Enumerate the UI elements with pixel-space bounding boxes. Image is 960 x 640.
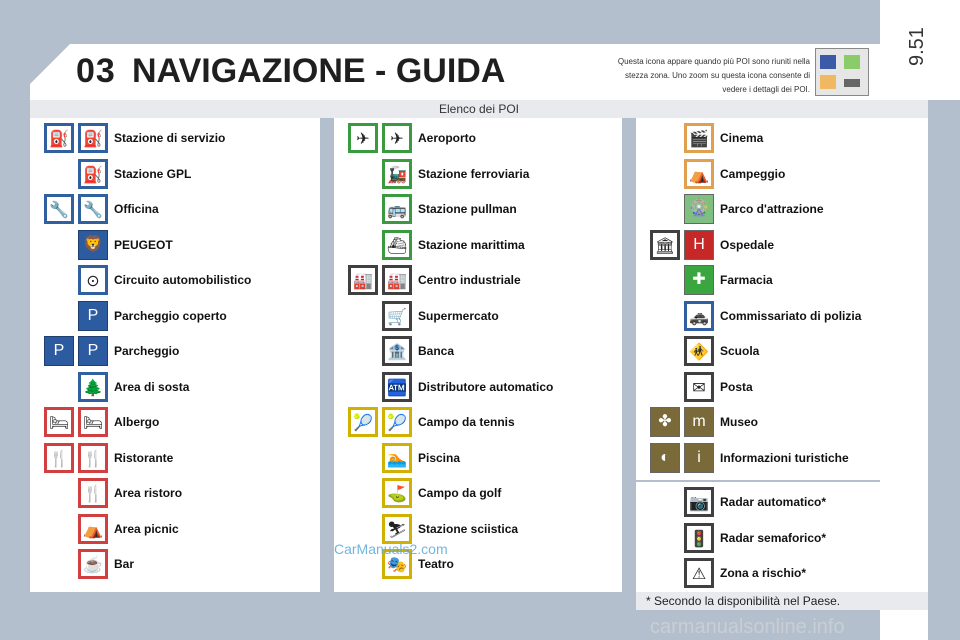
poi-row: [334, 263, 622, 298]
poi-row: [636, 334, 928, 369]
poi-label: Bar: [114, 557, 135, 571]
poi-label: Parco d'attrazione: [720, 202, 824, 216]
fuel-pump-icon: ⛽: [44, 123, 74, 153]
covered-parking-icon: P: [78, 301, 108, 331]
poi-label: Posta: [720, 379, 753, 394]
poi-label: Campo da golf: [418, 486, 502, 500]
theatre-icon: 🎭: [382, 549, 412, 579]
poi-row: [30, 512, 320, 547]
poi-label: Albergo: [114, 415, 160, 429]
poi-row: [636, 485, 928, 520]
hospital-icon: H: [684, 230, 714, 260]
poi-row: [334, 370, 622, 405]
poi-label: Stazione di servizio: [114, 131, 226, 145]
poi-label: Area di sosta: [114, 379, 190, 394]
poi-label: Scuola: [720, 344, 760, 358]
poi-column-1: [30, 118, 320, 592]
restaurant-icon: 🍴: [78, 443, 108, 473]
poi-row: [334, 157, 622, 192]
poi-row: [334, 441, 622, 476]
envelope-icon: ✉: [684, 372, 714, 402]
poi-label: Commissariato di polizia: [720, 308, 862, 323]
bus-icon: 🚌: [382, 194, 412, 224]
public-building-icon: 🏛: [650, 230, 680, 260]
poi-label: Stazione pullman: [418, 202, 517, 216]
poi-label: Stazione GPL: [114, 166, 192, 181]
poi-label: Officina: [114, 202, 159, 216]
poi-column-2: [334, 118, 622, 592]
poi-row: [636, 441, 928, 476]
museum-icon: m: [684, 407, 714, 437]
poi-row: [636, 521, 928, 556]
poi-label: Ristorante: [114, 450, 174, 465]
pharmacy-cross-icon: ✚: [684, 265, 714, 295]
tennis-icon: 🎾: [382, 407, 412, 437]
poi-label: Banca: [418, 344, 455, 358]
coffee-cup-icon: ☕: [78, 549, 108, 579]
lpg-pump-icon: ⛽: [78, 159, 108, 189]
airplane-icon: ✈: [382, 123, 412, 153]
parking-icon: P: [44, 336, 74, 366]
poi-label: Stazione ferroviaria: [418, 166, 530, 181]
police-icon: 🚓: [684, 301, 714, 331]
poi-label: Campeggio: [720, 166, 786, 181]
wrench-icon: 🔧: [78, 194, 108, 224]
poi-label: Farmacia: [720, 273, 773, 287]
peugeot-lion-icon: 🦁: [78, 230, 108, 260]
poi-row: [30, 192, 320, 227]
poi-row: [30, 476, 320, 511]
page-number: 9.51: [906, 27, 928, 66]
poi-label: Area picnic: [114, 521, 179, 536]
chapter-title: NAVIGAZIONE - GUIDA: [132, 52, 506, 90]
poi-row: [30, 370, 320, 405]
poi-row: [30, 334, 320, 369]
factory-icon: 🏭: [382, 265, 412, 295]
poi-row: [334, 192, 622, 227]
poi-label: Circuito automobilistico: [114, 273, 252, 287]
poi-row: [334, 476, 622, 511]
poi-label: Ospedale: [720, 237, 775, 252]
poi-row: [334, 228, 622, 263]
poi-label: Cinema: [720, 131, 764, 145]
poi-label: Museo: [720, 415, 759, 429]
school-icon: 🚸: [684, 336, 714, 366]
poi-label: Informazioni turistiche: [720, 450, 849, 465]
poi-row: [30, 405, 320, 440]
ferry-icon: ⛴: [382, 230, 412, 260]
chapter-number: 03: [76, 52, 116, 90]
poi-row: [636, 228, 928, 263]
right-margin-grey: [928, 100, 960, 640]
watermark-carmanuals2: CarManuals2.com: [334, 541, 448, 557]
poi-column-3: [636, 118, 928, 480]
fuel-pump-icon: ⛽: [78, 123, 108, 153]
section-title: Elenco dei POI: [438, 102, 520, 116]
skiing-icon: ⛷: [382, 514, 412, 544]
poi-label: Radar semaforico*: [720, 530, 827, 545]
poi-label: Stazione sciistica: [418, 521, 519, 536]
refreshment-area-icon: 🍴: [78, 478, 108, 508]
tourism-group-icon: ✤: [650, 407, 680, 437]
camping-icon: ⛺: [684, 159, 714, 189]
poi-row: [334, 121, 622, 156]
poi-label: Teatro: [418, 557, 454, 571]
poi-row: [334, 334, 622, 369]
poi-row: [636, 263, 928, 298]
poi-cluster-icon: [815, 48, 869, 96]
poi-row: [30, 228, 320, 263]
poi-row: [636, 556, 928, 591]
poi-label: Piscina: [418, 450, 461, 465]
poi-label: Zona a rischio*: [720, 566, 807, 580]
footnote: * Secondo la disponibilità nel Paese.: [646, 594, 841, 608]
restaurant-icon: 🍴: [44, 443, 74, 473]
business-group-icon: 🏭: [348, 265, 378, 295]
info-icon: i: [684, 443, 714, 473]
poi-label: Area ristoro: [114, 486, 183, 500]
poi-row: [636, 121, 928, 156]
cinema-film-icon: 🎬: [684, 123, 714, 153]
poi-column-3-alerts: [636, 482, 928, 592]
poi-row: [636, 405, 928, 440]
poi-label: Centro industriale: [418, 273, 521, 287]
tourist-info-group-icon: ◐: [650, 443, 680, 473]
speed-camera-icon: 📷: [684, 487, 714, 517]
poi-row: [334, 299, 622, 334]
sports-group-icon: 🎾: [348, 407, 378, 437]
intro-text: Questa icona appare quando più POI sono riuniti nella stezza zona. Uno zoom su questa icona consente di vedere i dettagli dei POI.: [617, 57, 810, 94]
rest-area-icon: 🌲: [78, 372, 108, 402]
poi-row: [30, 263, 320, 298]
poi-label: Parcheggio coperto: [114, 308, 227, 323]
poi-row: [30, 157, 320, 192]
train-icon: 🚂: [382, 159, 412, 189]
poi-label: Stazione marittima: [418, 237, 525, 252]
swimming-icon: 🏊: [382, 443, 412, 473]
poi-row: [636, 299, 928, 334]
poi-row: [636, 157, 928, 192]
poi-row: [30, 547, 320, 582]
poi-row: [334, 405, 622, 440]
watermark-carmanualsonline: carmanualsonline.info: [650, 616, 845, 638]
poi-label: Supermercato: [418, 308, 499, 323]
poi-label: Radar automatico*: [720, 495, 827, 509]
warning-triangle-icon: ⚠: [684, 558, 714, 588]
bank-icon: 🏦: [382, 336, 412, 366]
poi-label: Parcheggio: [114, 344, 180, 358]
poi-label: PEUGEOT: [114, 237, 173, 252]
hotel-bed-icon: 🛏: [78, 407, 108, 437]
poi-label: Distributore automatico: [418, 379, 554, 394]
transport-group-icon: ✈: [348, 123, 378, 153]
race-track-icon: ⊙: [78, 265, 108, 295]
poi-label: Campo da tennis: [418, 415, 515, 429]
poi-row: [30, 299, 320, 334]
hotel-bed-icon: 🛏: [44, 407, 74, 437]
parking-icon: P: [78, 336, 108, 366]
poi-row: [30, 121, 320, 156]
shopping-cart-icon: 🛒: [382, 301, 412, 331]
amusement-park-icon: 🎡: [684, 194, 714, 224]
poi-row: [636, 370, 928, 405]
red-light-camera-icon: 🚦: [684, 523, 714, 553]
poi-label: Aeroporto: [418, 131, 476, 145]
golf-icon: ⛳: [382, 478, 412, 508]
picnic-icon: ⛺: [78, 514, 108, 544]
wrench-icon: 🔧: [44, 194, 74, 224]
atm-icon: 🏧: [382, 372, 412, 402]
poi-row: [30, 441, 320, 476]
poi-row: [636, 192, 928, 227]
